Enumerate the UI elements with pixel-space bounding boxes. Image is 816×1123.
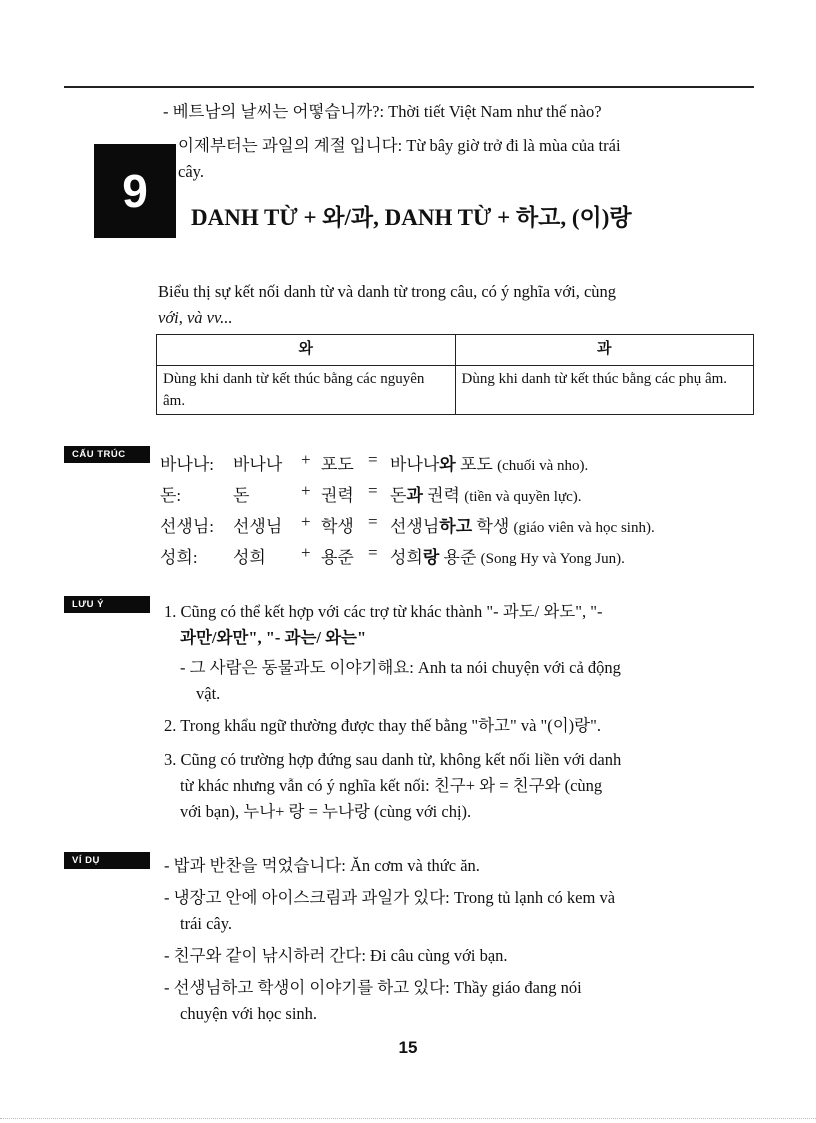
structure-meaning: (tiền và quyền lực). [464, 489, 582, 505]
description-line-1: Biểu thị sự kết nối danh từ và danh từ trong câu, có ý nghĩa với, cùng [158, 282, 617, 301]
structure-b: 학생 [321, 517, 354, 536]
example-line-5: - 선생님하고 학생이 이야기를 하고 있다: Thầy giáo đang nói [164, 978, 582, 997]
structure-eq: = [368, 543, 378, 562]
section-number-box [94, 144, 176, 238]
structure-result-a: 선생님 [390, 517, 440, 536]
structure-result-a: 바나나 [390, 455, 440, 474]
table-header-gwa: 과 [455, 335, 754, 366]
table-cell-gwa: Dùng khi danh từ kết thúc bằng các phụ âm. [455, 366, 754, 415]
note-1-line-1: 1. Cũng có thể kết hợp với các trợ từ khác thành "- 과도/ 와도", "- [164, 602, 603, 621]
structure-plus: + [301, 512, 311, 531]
notes-tag: LƯU Ý [64, 596, 150, 613]
table-cell-wa: Dùng khi danh từ kết thúc bằng các nguyên âm. [157, 366, 456, 415]
structure-a: 선생님 [233, 517, 283, 536]
bottom-divider [0, 1118, 816, 1119]
structure-result-b: 권력 [422, 486, 460, 505]
section-number: 9 [122, 165, 148, 217]
note-2: 2. Trong khẩu ngữ thường được thay thế bằng "하고" và "(이)랑". [164, 716, 601, 735]
structure-result-b: 학생 [472, 517, 510, 536]
structure-particle: 하고 [439, 517, 473, 536]
structure-b: 권력 [321, 486, 354, 505]
note-3-line-3: với bạn), 누나+ 랑 = 누나랑 (cùng với chị). [180, 802, 472, 821]
comparison-table [156, 334, 754, 415]
example-line-6: chuyện với học sinh. [180, 1004, 318, 1023]
structure-word: 돈: [160, 486, 182, 505]
structure-word: 바나나: [160, 455, 214, 474]
example-line-3: trái cây. [180, 914, 233, 933]
intro-line-1: - 베트남의 날씨는 어떻습니까?: Thời tiết Việt Nam như thế nào? [163, 102, 602, 121]
note-3-line-2: từ khác nhưng vẫn có ý nghĩa kết nối: 친구+ 와 = 친구와 (cùng [180, 776, 603, 795]
structure-particle: 랑 [422, 548, 440, 567]
structure-tag: CẤU TRÚC [64, 446, 150, 463]
structure-word: 성희: [160, 548, 198, 567]
structure-a: 돈 [233, 486, 250, 505]
table-row [157, 366, 754, 415]
structure-eq: = [368, 450, 378, 469]
top-rule [64, 86, 754, 88]
structure-plus: + [301, 543, 311, 562]
structure-a: 성희 [233, 548, 266, 567]
structure-result-a: 성희 [390, 548, 423, 567]
structure-eq: = [368, 512, 378, 531]
structure-word: 선생님: [160, 517, 214, 536]
table-header-wa: 와 [157, 335, 456, 366]
page-number: 15 [398, 1038, 418, 1057]
example-line-2: - 냉장고 안에 아이스크림과 과일가 있다: Trong tủ lạnh có kem và [164, 888, 616, 907]
example-line-1: - 밥과 반찬을 먹었습니다: Ăn cơm và thức ăn. [164, 856, 480, 875]
section-title: DANH TỪ + 와/과, DANH TỪ + 하고, (이)랑 [191, 205, 632, 230]
note-1-example-line-1: - 그 사람은 동물과도 이야기해요: Anh ta nói chuyện với cả động [180, 658, 621, 677]
intro-line-2: 이제부터는 과일의 계절 입니다: Từ bây giờ trở đi là mùa của trái [178, 136, 621, 155]
structure-eq: = [368, 481, 378, 500]
structure-plus: + [301, 481, 311, 500]
structure-particle: 와 [439, 455, 456, 474]
example-line-4: - 친구와 같이 낚시하러 간다: Đi câu cùng với bạn. [164, 946, 508, 965]
structure-b: 용준 [321, 548, 354, 567]
note-1-line-2: 과만/와만", "- 과는/ 와는" [180, 628, 367, 647]
structure-result-b: 포도 [455, 455, 493, 474]
structure-meaning: (giáo viên và học sinh). [513, 520, 655, 536]
structure-result-a: 돈 [390, 486, 407, 505]
examples-tag: VÍ DỤ [64, 852, 150, 869]
table-header-row [157, 335, 754, 366]
structure-result-b: 용준 [439, 548, 477, 567]
structure-meaning: (Song Hy và Yong Jun). [480, 551, 625, 567]
structure-a: 바나나 [233, 455, 283, 474]
structure-b: 포도 [321, 455, 354, 474]
description-line-2: với, và vv... [158, 308, 233, 327]
structure-particle: 과 [406, 486, 423, 505]
note-1-example-line-2: vật. [196, 684, 221, 703]
structure-meaning: (chuối và nho). [497, 458, 589, 474]
intro-line-3: cây. [178, 162, 204, 181]
structure-plus: + [301, 450, 311, 469]
note-3-line-1: 3. Cũng có trường hợp đứng sau danh từ, không kết nối liền với danh [164, 750, 622, 769]
